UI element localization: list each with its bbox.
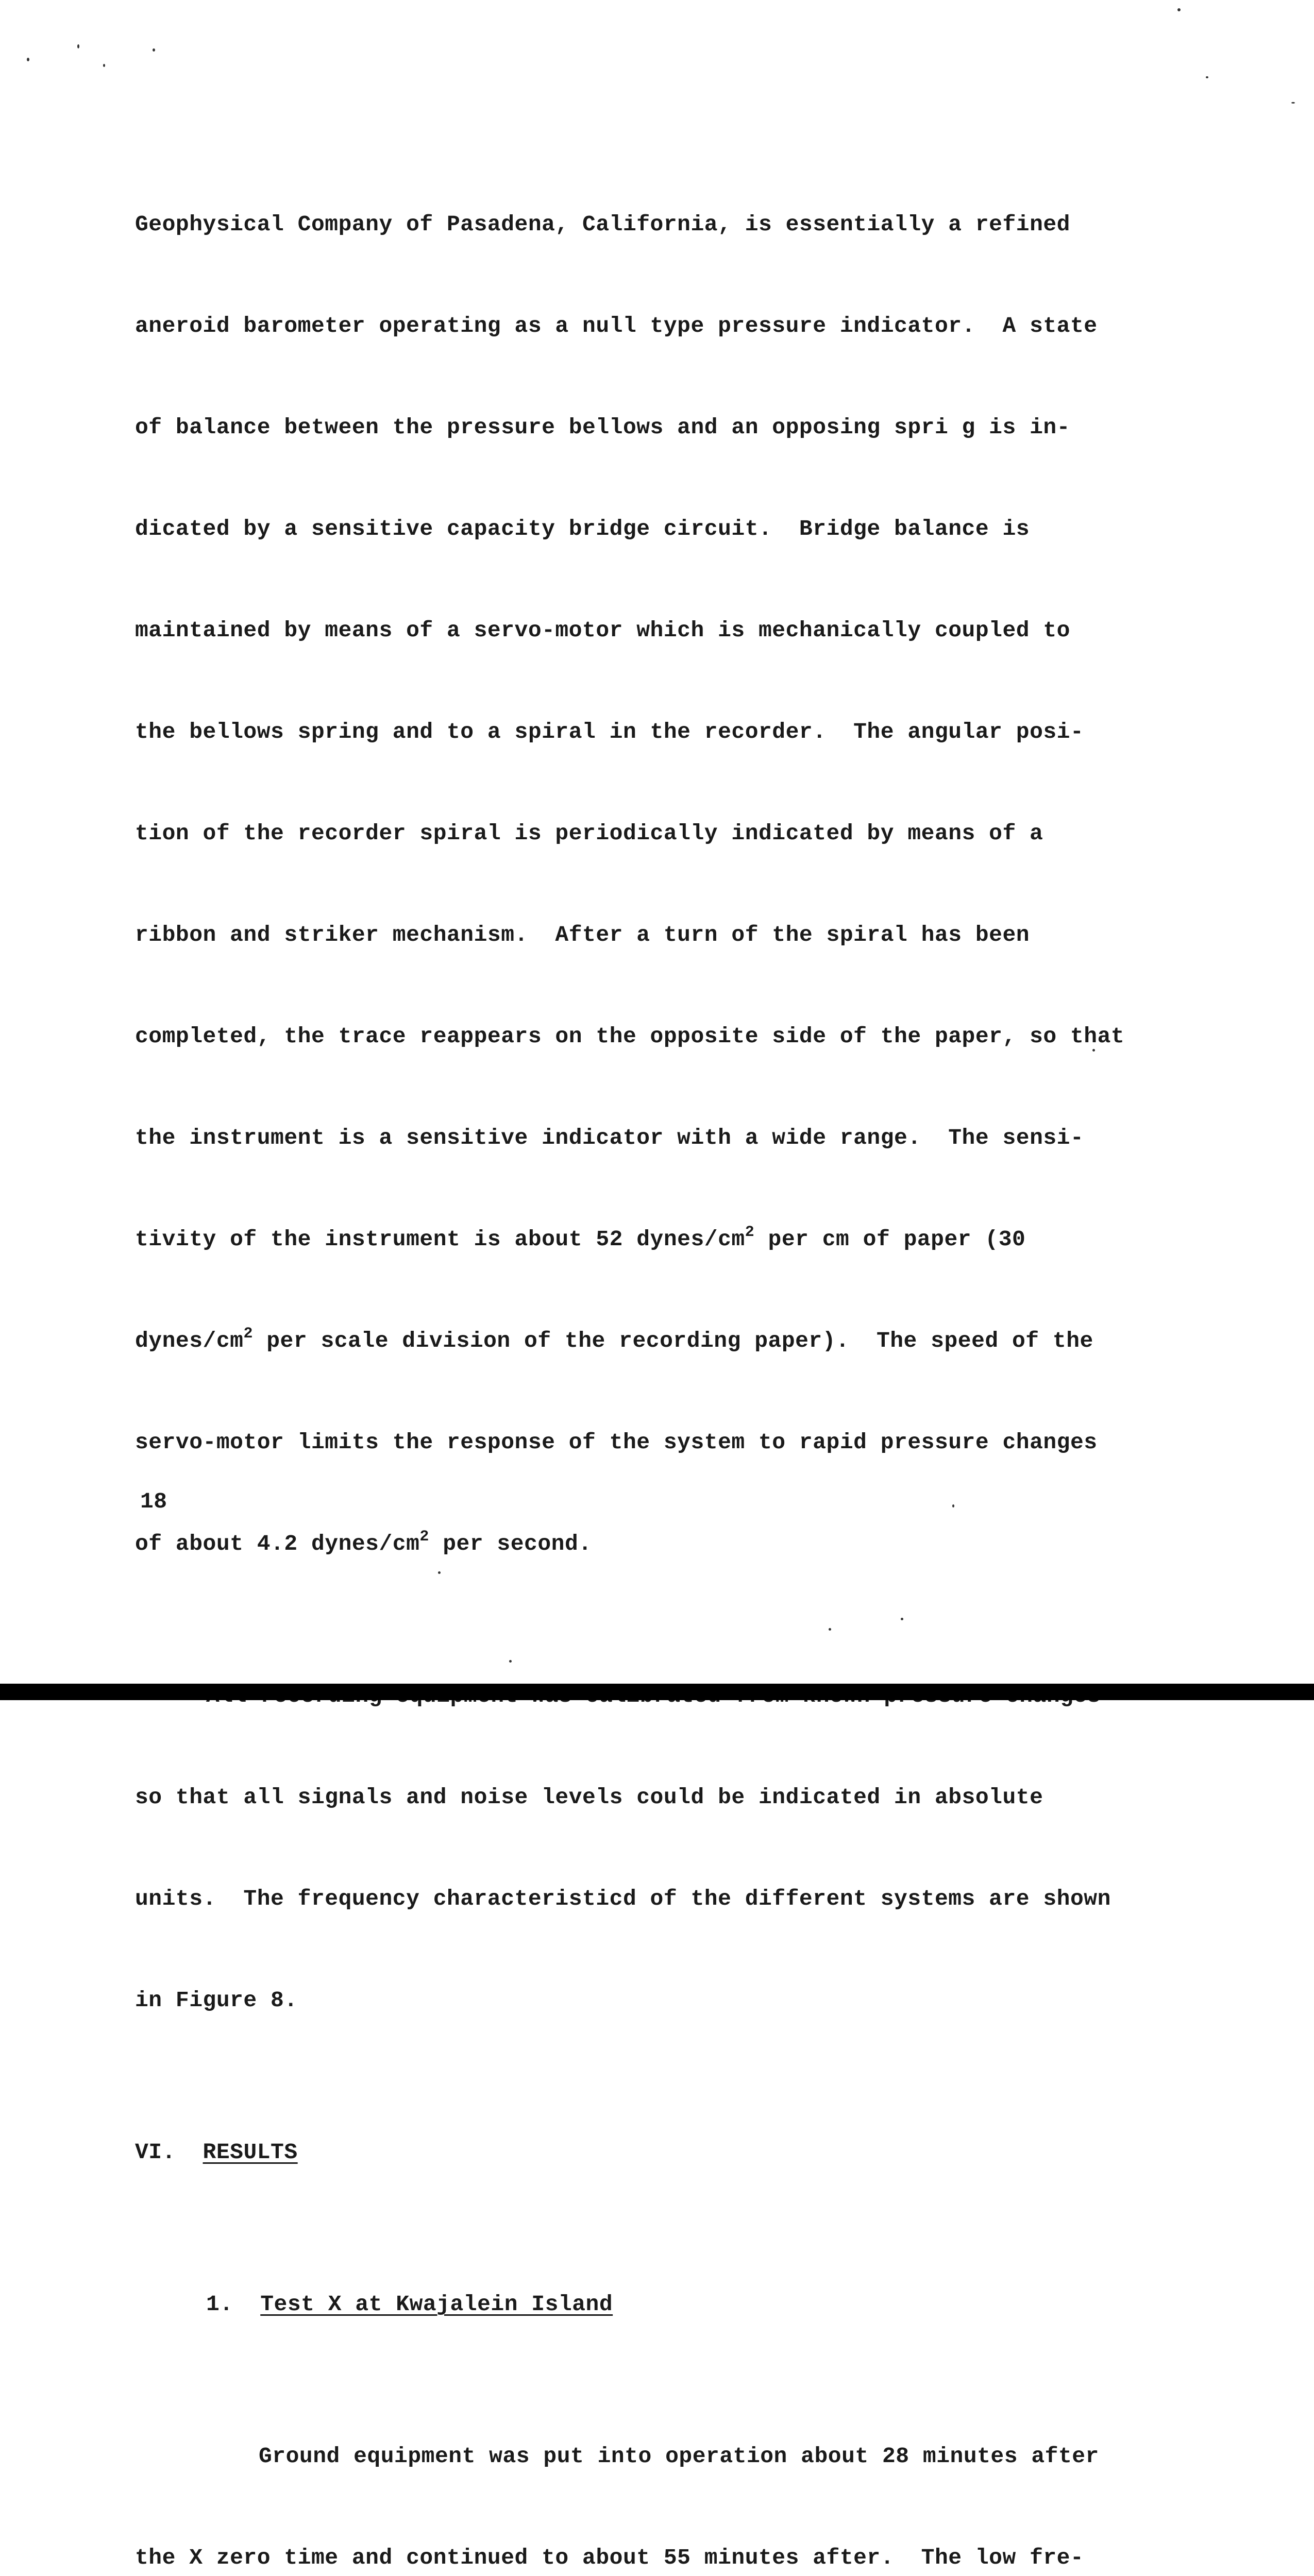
subsection-number: 1.: [206, 2292, 261, 2317]
text-fragment: per second.: [429, 1531, 592, 1556]
superscript: 2: [745, 1224, 755, 1241]
page-number: 18: [140, 1489, 167, 1514]
scan-speck: [901, 1618, 903, 1620]
text-line: [135, 1518, 1191, 1569]
scan-speck: [829, 1628, 831, 1631]
scan-speck: [1206, 76, 1208, 78]
scan-speck: [1177, 8, 1181, 11]
text-line: the X zero time and continued to about 55 minutes after. The low fre-: [135, 2545, 1084, 2570]
text-line: maintained by means of a servo-motor which is mechanically coupled to: [135, 618, 1070, 643]
text-line: ribbon and striker mechanism. After a turn of the spiral has been: [135, 922, 1030, 947]
subsection-title: Test X at Kwajalein Island: [260, 2292, 613, 2317]
scan-speck: [509, 1660, 512, 1663]
scan-bottom-edge: [0, 1684, 1314, 1700]
text-fragment: per cm of paper (30: [754, 1227, 1026, 1252]
scan-speck: [438, 1571, 441, 1574]
text-line: [135, 1315, 1191, 1366]
text-fragment: tivity of the instrument is about 52 dynes/cm: [135, 1227, 745, 1252]
scan-speck: [77, 44, 79, 48]
text-line: the bellows spring and to a spiral in the recorder. The angular posi-: [135, 719, 1084, 744]
scan-speck: [153, 48, 155, 52]
superscript: 2: [243, 1325, 253, 1343]
text-line: of balance between the pressure bellows and an opposing spri g is in-: [135, 415, 1070, 440]
section-number: VI.: [135, 2140, 203, 2165]
text-line: aneroid barometer operating as a null type pressure indicator. A state: [135, 313, 1098, 338]
text-fragment: per scale division of the recording paper). The speed of the: [252, 1328, 1093, 1353]
text-line: completed, the trace reappears on the opposite side of the paper, so that: [135, 1024, 1125, 1049]
body-text: [135, 98, 1191, 2576]
section-title: RESULTS: [203, 2140, 298, 2165]
text-line: [135, 1214, 1191, 1265]
subsection-heading: [135, 2279, 1191, 2330]
section-heading: [135, 2127, 1191, 2178]
text-line: so that all signals and noise levels could be indicated in absolute: [135, 1785, 1043, 1810]
text-line: units. The frequency characteristicd of the different systems are shown: [135, 1886, 1111, 1911]
superscript: 2: [419, 1528, 429, 1546]
scan-speck: [1092, 1049, 1095, 1052]
text-line: servo-motor limits the response of the system to rapid pressure changes: [135, 1430, 1098, 1455]
text-line: tion of the recorder spiral is periodically indicated by means of a: [135, 821, 1043, 846]
text-fragment: dynes/cm: [135, 1328, 244, 1353]
text-line: the instrument is a sensitive indicator with a wide range. The sensi-: [135, 1125, 1084, 1150]
scan-speck: [1291, 102, 1295, 104]
scan-speck: [27, 58, 29, 61]
scan-speck: [103, 64, 105, 67]
text-fragment: of about 4.2 dynes/cm: [135, 1531, 420, 1556]
text-line: dicated by a sensitive capacity bridge circuit. Bridge balance is: [135, 516, 1030, 541]
text-line: Geophysical Company of Pasadena, California, is essentially a refined: [135, 212, 1070, 237]
text-line: in Figure 8.: [135, 1988, 298, 2013]
scan-speck: [952, 1504, 954, 1507]
text-line: Ground equipment was put into operation about 28 minutes after: [259, 2444, 1099, 2469]
